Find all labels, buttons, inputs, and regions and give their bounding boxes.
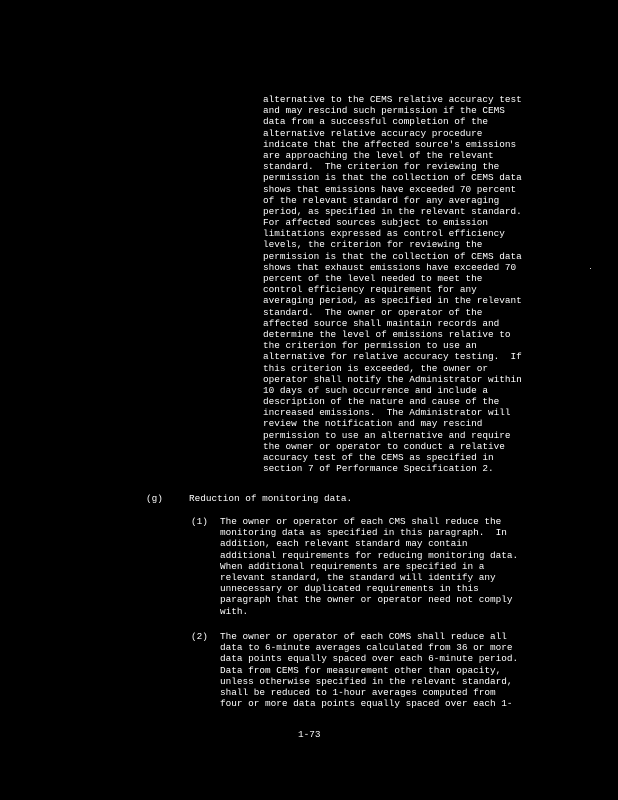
text-line: accuracy test of the CEMS as specified in xyxy=(263,452,494,463)
text-line: period, as specified in the relevant standard. xyxy=(263,205,522,217)
text-line: shall be reduced to 1-hour averages computed from xyxy=(220,686,496,698)
text-line: averaging period, as specified in the relevant xyxy=(263,295,522,307)
text-line: permission to use an alternative and require xyxy=(263,429,511,441)
text-line: section 7 of Performance Specification 2. xyxy=(263,463,494,475)
section-label: (g) xyxy=(146,493,163,504)
text-line: description of the nature and cause of the xyxy=(263,396,500,408)
text-line: alternative to the CEMS relative accuracy test xyxy=(263,94,522,105)
text-line: For affected sources subject to emission xyxy=(263,217,489,229)
text-line: four or more data points equally spaced over each 1- xyxy=(220,698,513,710)
text-line: The owner or operator of each CMS shall reduce the xyxy=(220,516,502,527)
text-line: are approaching the level of the relevant xyxy=(263,149,494,161)
text-line: operator shall notify the Administrator within xyxy=(263,373,522,385)
text-line: the owner or operator to conduct a relative xyxy=(263,440,505,452)
section-title: Reduction of monitoring data. xyxy=(189,493,353,504)
text-line: monitoring data as specified in this paragraph. In xyxy=(220,527,507,539)
page-number: 1-73 xyxy=(298,729,321,740)
text-line: data to 6-minute averages calculated from 36 or more xyxy=(220,642,513,654)
text-line: permission is that the collection of CEMS data xyxy=(263,250,522,262)
text-line: permission is that the collection of CEMS data xyxy=(263,172,522,184)
text-line: standard. The owner or operator of the xyxy=(263,306,483,318)
text-line: unless otherwise specified in the relevant standard, xyxy=(220,675,513,687)
text-line: additional requirements for reducing monitoring data. xyxy=(220,549,519,561)
text-line: determine the level of emissions relative to xyxy=(263,328,511,340)
text-line: alternative for relative accuracy testing. If xyxy=(263,351,522,363)
text-line: standard. The criterion for reviewing the xyxy=(263,161,500,173)
text-line: levels, the criterion for reviewing the xyxy=(263,239,483,251)
subsection-label: (2) xyxy=(191,631,208,642)
text-line: 10 days of such occurrence and include a xyxy=(263,384,489,396)
text-line: increased emissions. The Administrator will xyxy=(263,407,511,419)
subsection-paragraph xyxy=(220,516,565,617)
text-line: affected source shall maintain records and xyxy=(263,317,500,329)
text-line: shows that exhaust emissions have exceeded 70 xyxy=(263,261,517,273)
text-line: review the notification and may rescind xyxy=(263,418,483,430)
text-line: When additional requirements are specified in a xyxy=(220,560,485,572)
subsection-label: (1) xyxy=(191,516,208,527)
text-line: this criterion is exceeded, the owner or xyxy=(263,362,489,374)
text-line: indicate that the affected source's emissions xyxy=(263,138,517,150)
text-line: data points equally spaced over each 6-minute period. xyxy=(220,653,519,665)
text-line: relevant standard, the standard will identify any xyxy=(220,571,496,583)
text-line: control efficiency requirement for any xyxy=(263,284,477,296)
text-line: shows that emissions have exceeded 70 percent xyxy=(263,183,517,195)
text-line: Data from CEMS for measurement other than opacity, xyxy=(220,664,502,676)
text-line: paragraph that the owner or operator need not comply xyxy=(220,594,513,606)
text-line: data from a successful completion of the xyxy=(263,116,489,128)
text-line: and may rescind such permission if the CEMS xyxy=(263,105,505,117)
text-line: percent of the level needed to meet the xyxy=(263,273,483,284)
text-line: alternative relative accuracy procedure xyxy=(263,127,483,139)
continued-paragraph xyxy=(263,94,563,474)
text-line: addition, each relevant standard may contain xyxy=(220,538,468,550)
text-line: unnecessary or duplicated requirements in this xyxy=(220,583,479,595)
text-line: of the relevant standard for any averaging xyxy=(263,194,500,206)
scan-speck xyxy=(590,268,591,269)
text-line: the criterion for permission to use an xyxy=(263,340,477,352)
text-line: limitations expressed as control efficiency xyxy=(263,228,505,240)
text-line: with. xyxy=(220,605,249,617)
text-line: The owner or operator of each COMS shall reduce all xyxy=(220,631,507,642)
subsection-paragraph xyxy=(220,631,565,709)
